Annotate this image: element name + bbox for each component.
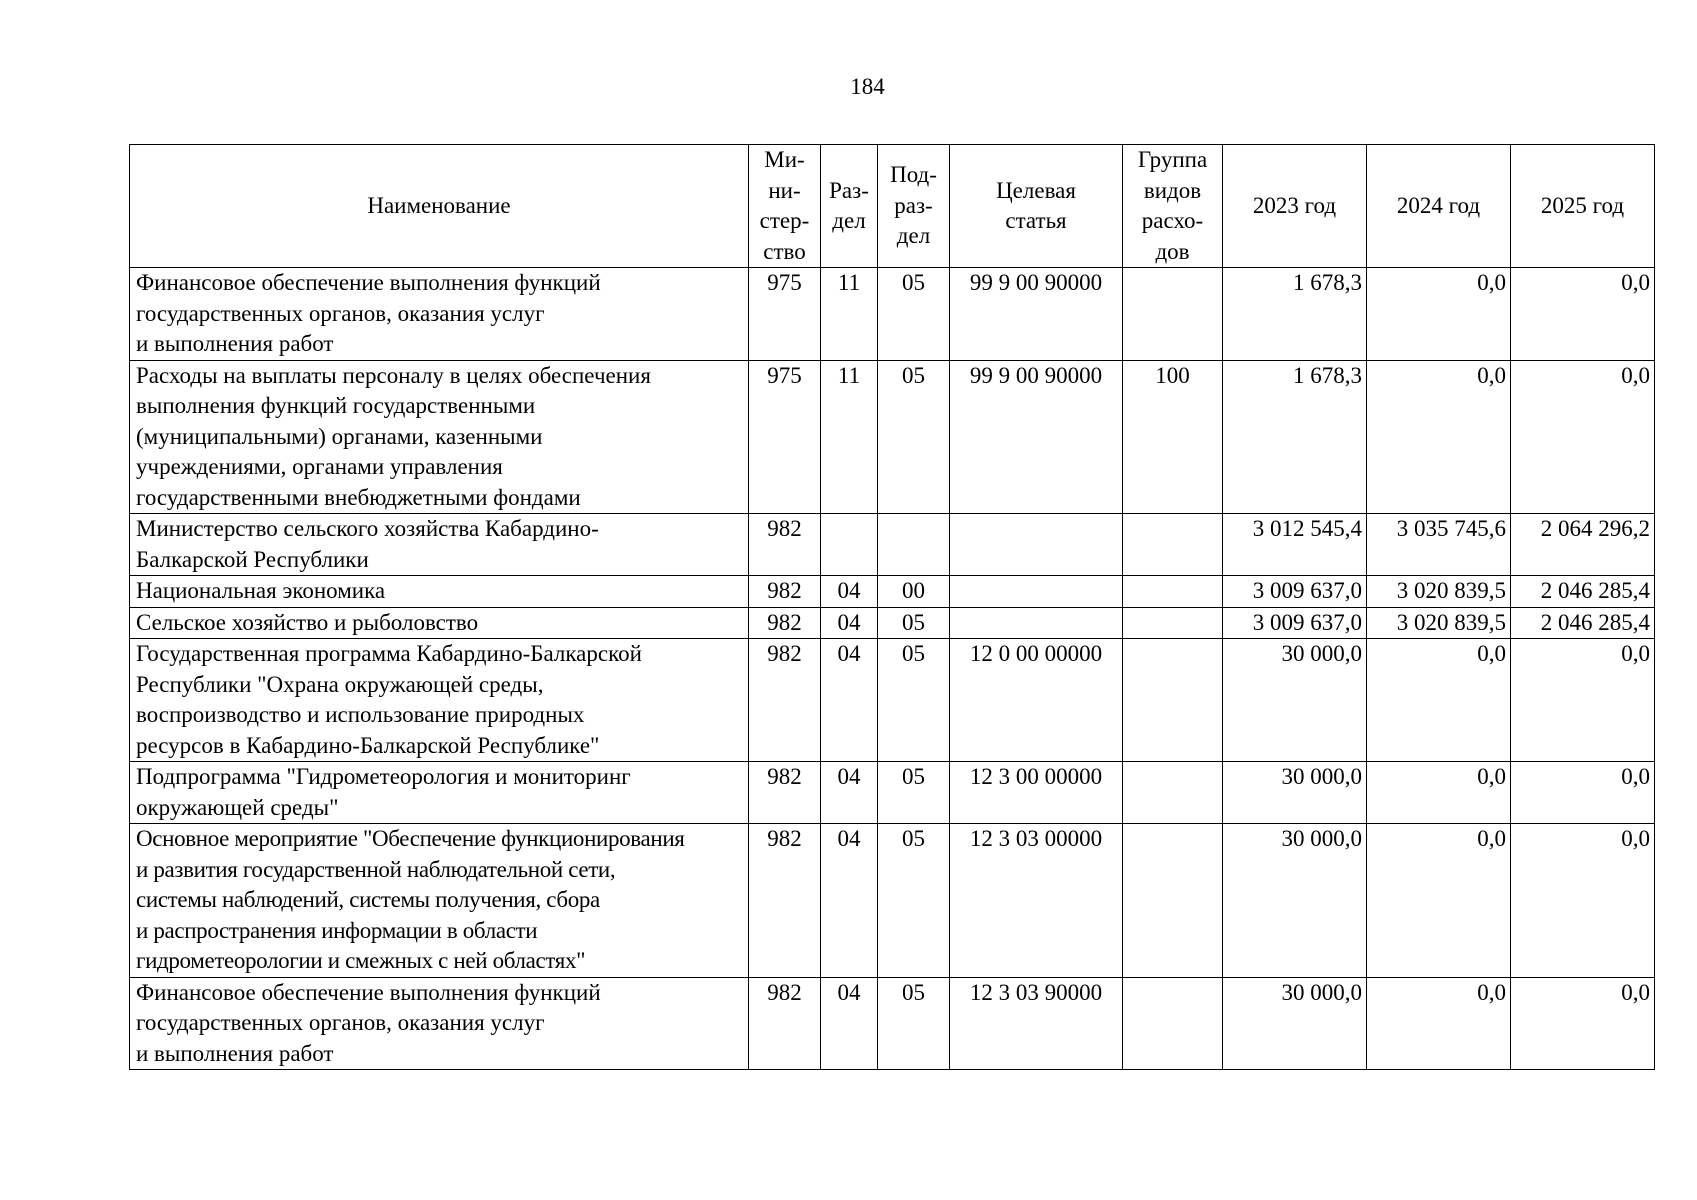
- cell-subsection: 05: [878, 824, 950, 978]
- table-row: [130, 360, 1655, 514]
- cell-ministry: 975: [749, 360, 821, 514]
- cell-expense-group: [1123, 639, 1223, 762]
- cell-2023: 30 000,0: [1223, 639, 1367, 762]
- cell-section: 04: [821, 977, 878, 1070]
- header-name: Наименование: [130, 145, 749, 268]
- cell-ministry: 975: [749, 268, 821, 361]
- cell-target-article: 99 9 00 90000: [950, 268, 1123, 361]
- header-subsection: Под- раз- дел: [878, 145, 950, 268]
- header-expense-group: Группа видов расхо- дов: [1123, 145, 1223, 268]
- cell-name: Расходы на выплаты персоналу в целях обеспечения выполнения функций государственными (муниципальными) органами, казенными учреждениями, органами управления государственными внебюджетными фондами: [130, 360, 749, 514]
- cell-subsection: 00: [878, 576, 950, 608]
- cell-2025: 0,0: [1511, 360, 1655, 514]
- cell-ministry: 982: [749, 977, 821, 1070]
- cell-subsection: 05: [878, 360, 950, 514]
- table-row: [130, 576, 1655, 608]
- cell-section: 11: [821, 360, 878, 514]
- table-row: [130, 762, 1655, 824]
- cell-section: 04: [821, 576, 878, 608]
- cell-expense-group: [1123, 762, 1223, 824]
- cell-target-article: 12 3 03 00000: [950, 824, 1123, 978]
- cell-target-article: 12 3 03 90000: [950, 977, 1123, 1070]
- cell-name: Государственная программа Кабардино-Балкарской Республики "Охрана окружающей среды, воспроизводство и использование природных ресурсов в Кабардино-Балкарской Республике": [130, 639, 749, 762]
- cell-2024: 3 035 745,6: [1367, 514, 1511, 576]
- cell-section: 11: [821, 268, 878, 361]
- cell-expense-group: [1123, 514, 1223, 576]
- cell-2024: 0,0: [1367, 824, 1511, 978]
- cell-2025: 0,0: [1511, 268, 1655, 361]
- table-row: [130, 977, 1655, 1070]
- cell-ministry: 982: [749, 639, 821, 762]
- cell-2023: 30 000,0: [1223, 762, 1367, 824]
- cell-name: Национальная экономика: [130, 576, 749, 608]
- cell-2023: 1 678,3: [1223, 360, 1367, 514]
- cell-expense-group: [1123, 607, 1223, 639]
- cell-2024: 0,0: [1367, 762, 1511, 824]
- table-row: [130, 607, 1655, 639]
- cell-expense-group: [1123, 977, 1223, 1070]
- cell-2024: 0,0: [1367, 977, 1511, 1070]
- cell-subsection: 05: [878, 762, 950, 824]
- cell-subsection: 05: [878, 607, 950, 639]
- cell-section: 04: [821, 639, 878, 762]
- header-section: Раз- дел: [821, 145, 878, 268]
- cell-subsection: 05: [878, 977, 950, 1070]
- cell-name: Сельское хозяйство и рыболовство: [130, 607, 749, 639]
- cell-target-article: [950, 514, 1123, 576]
- page-number: 184: [850, 74, 885, 99]
- cell-2025: 2 046 285,4: [1511, 607, 1655, 639]
- cell-2025: 0,0: [1511, 977, 1655, 1070]
- cell-ministry: 982: [749, 762, 821, 824]
- cell-expense-group: [1123, 824, 1223, 978]
- cell-2024: 0,0: [1367, 268, 1511, 361]
- cell-expense-group: 100: [1123, 360, 1223, 514]
- cell-2025: 0,0: [1511, 762, 1655, 824]
- cell-ministry: 982: [749, 607, 821, 639]
- cell-ministry: 982: [749, 824, 821, 978]
- cell-2023: 3 009 637,0: [1223, 576, 1367, 608]
- cell-target-article: 99 9 00 90000: [950, 360, 1123, 514]
- cell-name: Подпрограмма "Гидрометеорология и мониторинг окружающей среды": [130, 762, 749, 824]
- header-2025: 2025 год: [1511, 145, 1655, 268]
- cell-2025: 2 046 285,4: [1511, 576, 1655, 608]
- table-header-row: [130, 145, 1655, 268]
- header-target-article: Целевая статья: [950, 145, 1123, 268]
- header-2023: 2023 год: [1223, 145, 1367, 268]
- cell-target-article: [950, 576, 1123, 608]
- cell-name: Основное мероприятие "Обеспечение функционирования и развития государственной наблюдательной сети, системы наблюдений, системы получения, сбора и распространения информации в области гидрометеорологии и смежных с ней областях": [130, 824, 749, 978]
- table-body: [130, 268, 1655, 1070]
- cell-2024: 0,0: [1367, 639, 1511, 762]
- cell-target-article: 12 3 00 00000: [950, 762, 1123, 824]
- cell-section: 04: [821, 824, 878, 978]
- cell-subsection: [878, 514, 950, 576]
- cell-2023: 30 000,0: [1223, 977, 1367, 1070]
- cell-2025: 2 064 296,2: [1511, 514, 1655, 576]
- cell-2023: 30 000,0: [1223, 824, 1367, 978]
- cell-expense-group: [1123, 268, 1223, 361]
- table-row: [130, 268, 1655, 361]
- budget-table: [129, 144, 1655, 1070]
- cell-name: Финансовое обеспечение выполнения функций государственных органов, оказания услуг и выполнения работ: [130, 977, 749, 1070]
- cell-expense-group: [1123, 576, 1223, 608]
- cell-name: Финансовое обеспечение выполнения функций государственных органов, оказания услуг и выполнения работ: [130, 268, 749, 361]
- cell-2024: 3 020 839,5: [1367, 576, 1511, 608]
- cell-2024: 0,0: [1367, 360, 1511, 514]
- cell-name: Министерство сельского хозяйства Кабардино- Балкарской Республики: [130, 514, 749, 576]
- cell-section: [821, 514, 878, 576]
- table-row: [130, 824, 1655, 978]
- cell-2025: 0,0: [1511, 824, 1655, 978]
- table-row: [130, 514, 1655, 576]
- table-row: [130, 639, 1655, 762]
- header-2024: 2024 год: [1367, 145, 1511, 268]
- cell-subsection: 05: [878, 268, 950, 361]
- cell-target-article: [950, 607, 1123, 639]
- cell-2025: 0,0: [1511, 639, 1655, 762]
- cell-target-article: 12 0 00 00000: [950, 639, 1123, 762]
- cell-ministry: 982: [749, 576, 821, 608]
- cell-2024: 3 020 839,5: [1367, 607, 1511, 639]
- cell-2023: 3 012 545,4: [1223, 514, 1367, 576]
- cell-2023: 1 678,3: [1223, 268, 1367, 361]
- header-ministry: Ми- ни- стер- ство: [749, 145, 821, 268]
- cell-ministry: 982: [749, 514, 821, 576]
- cell-subsection: 05: [878, 639, 950, 762]
- cell-section: 04: [821, 762, 878, 824]
- cell-section: 04: [821, 607, 878, 639]
- cell-2023: 3 009 637,0: [1223, 607, 1367, 639]
